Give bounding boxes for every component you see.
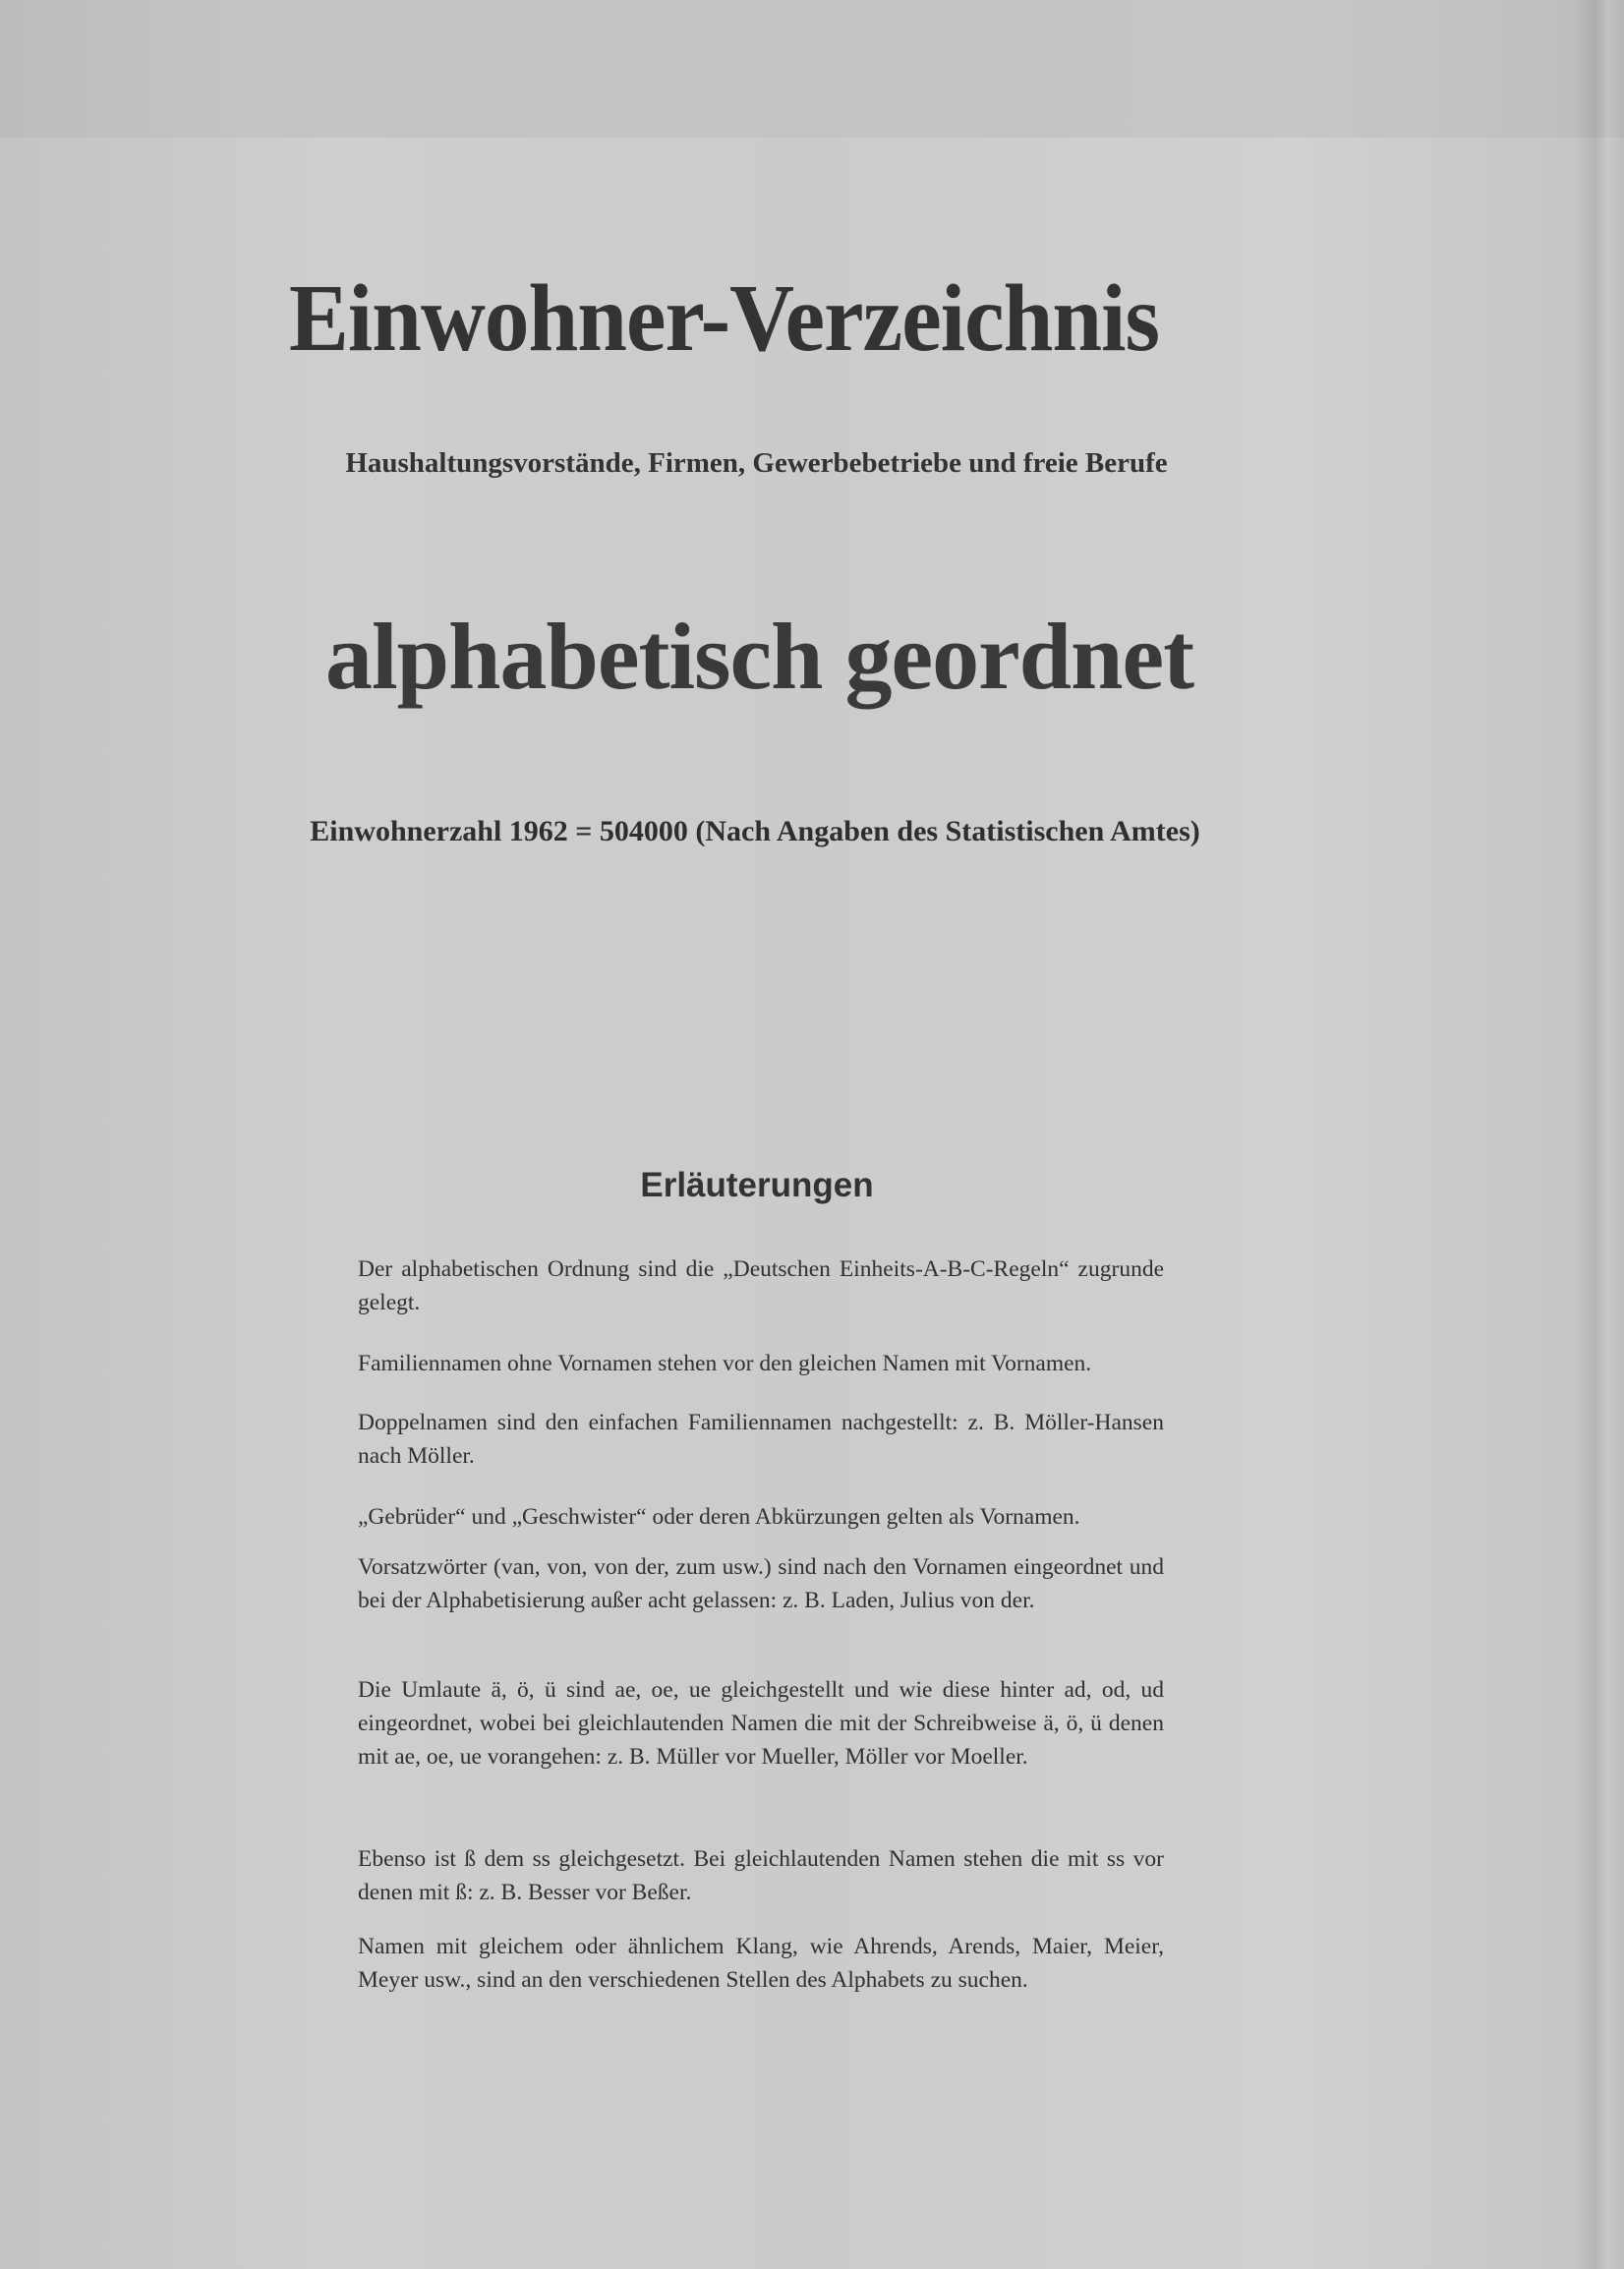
document-title: Einwohner-Verzeichnis xyxy=(288,265,1160,372)
explanation-paragraph: „Gebrüder“ und „Geschwister“ oder deren Abkürzungen gelten als Vornamen. xyxy=(358,1504,1080,1530)
explanation-paragraph: Die Umlaute ä, ö, ü sind ae, oe, ue gleichgestellt und wie diese hinter ad, od, ud eingeordnet, wobei bei gleichlautenden Namen die mit der Schreibweise ä, ö, ü denen mit ae, oe, ue vorangehen: z. B. Müller vor Mueller, Möller vor Moeller. xyxy=(358,1677,1164,1770)
explanation-paragraph: Ebenso ist ß dem ss gleichgesetzt. Bei gleichlautenden Namen stehen die mit ss vor denen mit ß: z. B. Besser vor Beßer. xyxy=(358,1846,1164,1905)
explanation-paragraph: Doppelnamen sind den einfachen Familiennamen nachgestellt: z. B. Möller-Hansen nach Möller. xyxy=(358,1410,1164,1469)
explanations-heading: Erläuterungen xyxy=(640,1166,874,1204)
explanation-paragraph: Der alphabetischen Ordnung sind die „Deutschen Einheits-A-B-C-Regeln“ zugrunde gelegt. xyxy=(358,1256,1164,1315)
document-title-secondary: alphabetisch geordnet xyxy=(325,604,1194,709)
explanation-paragraph: Familiennamen ohne Vornamen stehen vor den gleichen Namen mit Vornamen. xyxy=(358,1351,1092,1376)
explanation-paragraph: Namen mit gleichem oder ähnlichem Klang, wie Ahrends, Arends, Maier, Meier, Meyer usw., sind an den verschiedenen Stellen des Alphabets zu suchen. xyxy=(358,1934,1164,1993)
paper-fold-band xyxy=(0,0,1624,138)
document-subtitle: Haushaltungsvorstände, Firmen, Gewerbebetriebe und freie Berufe xyxy=(345,447,1168,479)
population-line: Einwohnerzahl 1962 = 504000 (Nach Angaben des Statistischen Amtes) xyxy=(310,815,1200,847)
explanation-paragraph: Vorsatzwörter (van, von, von der, zum usw.) sind nach den Vornamen eingeordnet und bei der Alphabetisierung außer acht gelassen: z. B. Laden, Julius von der. xyxy=(358,1554,1164,1613)
